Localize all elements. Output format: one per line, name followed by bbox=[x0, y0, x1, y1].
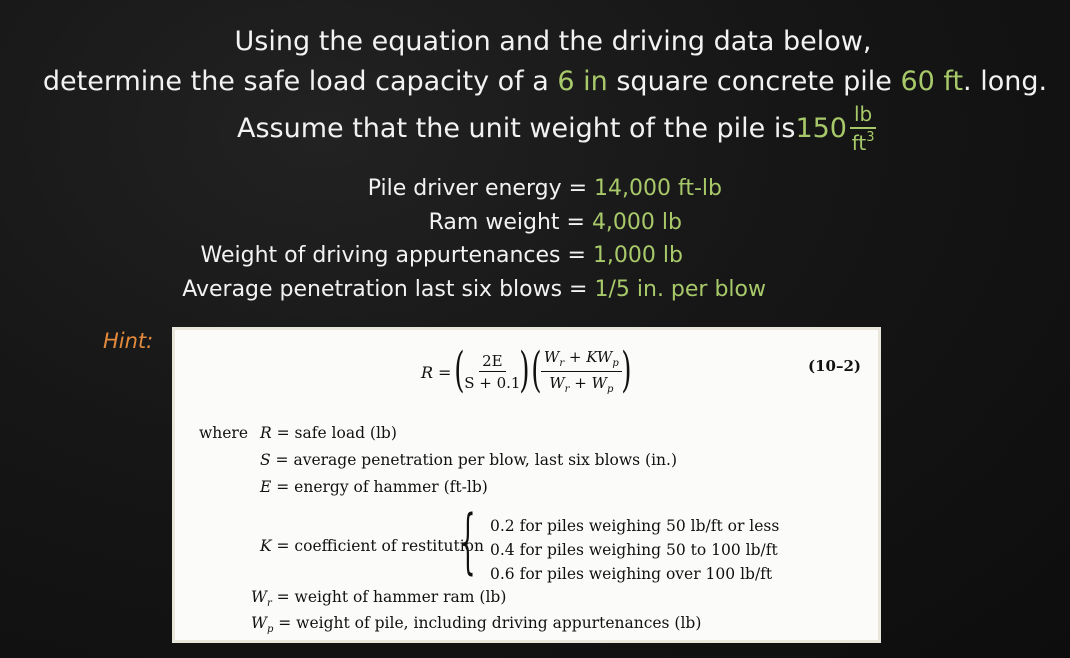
question-line-3-pre: Assume that the unit weight of the pile is bbox=[237, 113, 796, 144]
ram-weight-value: 4,000 lb bbox=[591, 210, 682, 235]
unit-den-base: ft bbox=[851, 131, 867, 155]
def-Wr bbox=[251, 590, 506, 609]
question-line-1: Using the equation and the driving data below, bbox=[234, 26, 872, 57]
where-label: where bbox=[199, 424, 249, 442]
def-S bbox=[260, 453, 677, 469]
penetration-value: 1/5 in. per blow bbox=[594, 277, 766, 302]
def-Wp-symbol: W bbox=[251, 614, 267, 632]
def-R-text: = safe load (lb) bbox=[271, 424, 397, 442]
ram-weight-label: Ram weight = bbox=[428, 210, 592, 235]
k-options bbox=[490, 514, 779, 586]
driving-data-appurtenances bbox=[201, 243, 684, 268]
energy-fraction-denominator: S + 0.1 bbox=[464, 374, 521, 392]
formula-panel bbox=[172, 327, 881, 643]
wp-sub-den: p bbox=[606, 384, 614, 395]
def-K bbox=[260, 539, 484, 555]
question-line-3 bbox=[237, 104, 876, 153]
question-line-2 bbox=[20, 66, 1070, 97]
k-option-2: 0.4 for piles weighing 50 to 100 lb/ft bbox=[490, 541, 778, 559]
driving-data-ram-weight bbox=[429, 210, 682, 235]
driving-data-energy bbox=[368, 176, 722, 201]
weight-fraction bbox=[541, 349, 622, 395]
def-Wp-sub: p bbox=[266, 624, 274, 636]
weight-fraction-numerator bbox=[541, 349, 622, 372]
kwp-sym-num: + KW bbox=[564, 348, 613, 366]
question-line-2-mid: square concrete pile bbox=[607, 66, 901, 97]
unit-denominator bbox=[852, 129, 875, 153]
def-R-symbol: R bbox=[260, 424, 272, 442]
energy-label: Pile driver energy = bbox=[367, 176, 595, 201]
def-Wp bbox=[251, 616, 701, 635]
wr-sub-num: r bbox=[559, 358, 565, 369]
pile-size-value: 6 in bbox=[557, 66, 608, 97]
equation-number: (10–2) bbox=[807, 357, 861, 375]
unit-weight-value: 150 bbox=[795, 113, 847, 144]
left-paren-2: ( bbox=[531, 342, 542, 398]
wr-sym-den: W bbox=[549, 374, 565, 392]
weight-fraction-denominator bbox=[549, 372, 613, 395]
unit-numerator: lb bbox=[850, 104, 876, 129]
right-paren-2: ) bbox=[620, 342, 632, 398]
def-Wr-symbol: W bbox=[251, 588, 267, 606]
wp-sub-num: p bbox=[612, 358, 619, 369]
def-S-text: = average penetration per blow, last six blows (in.) bbox=[270, 451, 678, 469]
def-K-text: = coefficient of restitution bbox=[271, 537, 484, 555]
def-E-symbol: E bbox=[260, 478, 272, 496]
def-Wp-text: = weight of pile, including driving appurtenances (lb) bbox=[273, 614, 702, 632]
energy-value: 14,000 ft-lb bbox=[594, 176, 722, 201]
unit-weight-unit bbox=[850, 104, 876, 153]
eq-lhs: R bbox=[421, 362, 434, 382]
penetration-label: Average penetration last six blows = bbox=[182, 277, 595, 302]
wp-sym-den: + W bbox=[569, 374, 607, 392]
left-paren-1: ( bbox=[454, 342, 465, 398]
appurtenances-value: 1,000 lb bbox=[592, 243, 683, 268]
k-option-1: 0.2 for piles weighing 50 lb/ft or less bbox=[490, 517, 780, 535]
def-K-symbol: K bbox=[260, 537, 272, 555]
def-E bbox=[260, 480, 488, 496]
safe-load-equation bbox=[421, 342, 630, 402]
appurtenances-label: Weight of driving appurtenances = bbox=[200, 243, 593, 268]
def-E-text: = energy of hammer (ft-lb) bbox=[271, 478, 488, 496]
def-Wr-text: = weight of hammer ram (lb) bbox=[271, 588, 507, 606]
wr-sym-num: W bbox=[543, 348, 560, 366]
unit-den-exponent: 3 bbox=[866, 130, 875, 145]
def-S-symbol: S bbox=[260, 451, 271, 469]
energy-fraction bbox=[464, 353, 520, 392]
pile-length-value: 60 ft bbox=[900, 66, 964, 97]
k-options-brace: { bbox=[460, 500, 476, 582]
hint-label: Hint: bbox=[103, 329, 154, 353]
energy-fraction-numerator: 2E bbox=[479, 353, 506, 373]
driving-data-penetration bbox=[182, 277, 766, 302]
def-Wr-sub: r bbox=[266, 598, 272, 610]
def-R bbox=[260, 426, 397, 442]
eq-equals: = bbox=[438, 362, 452, 382]
question-line-2-post: . long. bbox=[963, 66, 1048, 97]
wr-sub-den: r bbox=[564, 384, 570, 395]
right-paren-1: ) bbox=[519, 342, 530, 398]
question-line-2-pre: determine the safe load capacity of a bbox=[42, 66, 558, 97]
k-option-3: 0.6 for piles weighing over 100 lb/ft bbox=[490, 565, 773, 583]
